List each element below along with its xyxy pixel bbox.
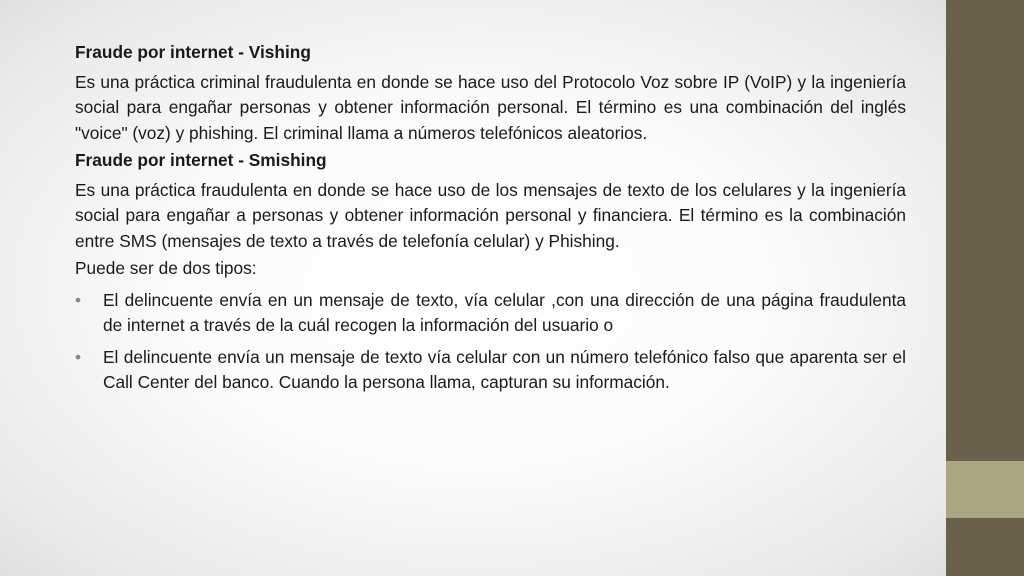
bullet-item [75,288,906,339]
bullet-text: El delincuente envía en un mensaje de texto, vía celular ,con una dirección de una página fraudulenta de internet a través de la cuál recogen la información del usuario o [103,289,906,335]
smishing-heading: Fraude por internet - Smishing [75,150,327,170]
smishing-description: Es una práctica fraudulenta en donde se hace uso de los mensajes de texto de los celulares y la ingeniería social para engañar a personas y obtener información personal y financiera. El término es la combinación entre SMS (mensajes de texto a través de telefonía celular) y Phishing. [75,179,906,251]
sidebar-band-bottom [946,518,1024,576]
sidebar-band-top [946,0,1024,461]
slide-content [75,40,906,402]
bullet-text: El delincuente envía un mensaje de texto vía celular con un número telefónico falso que aparenta ser el Call Center del banco. Cuando la persona llama, capturan su información. [103,346,906,392]
bullet-icon: • [75,289,82,310]
types-intro: Puede ser de dos tipos: [75,258,257,278]
bullet-icon: • [75,346,82,367]
bullet-item [75,345,906,396]
sidebar-accent-band [946,461,1024,518]
vishing-heading: Fraude por internet - Vishing [75,42,311,62]
vishing-description: Es una práctica criminal fraudulenta en donde se hace uso del Protocolo Voz sobre IP (VoIP) y la ingeniería social para engañar personas y obtener información personal. El término es una combinación del inglés "voice" (voz) y phishing. El criminal llama a números telefónicos aleatorios. [75,71,906,143]
